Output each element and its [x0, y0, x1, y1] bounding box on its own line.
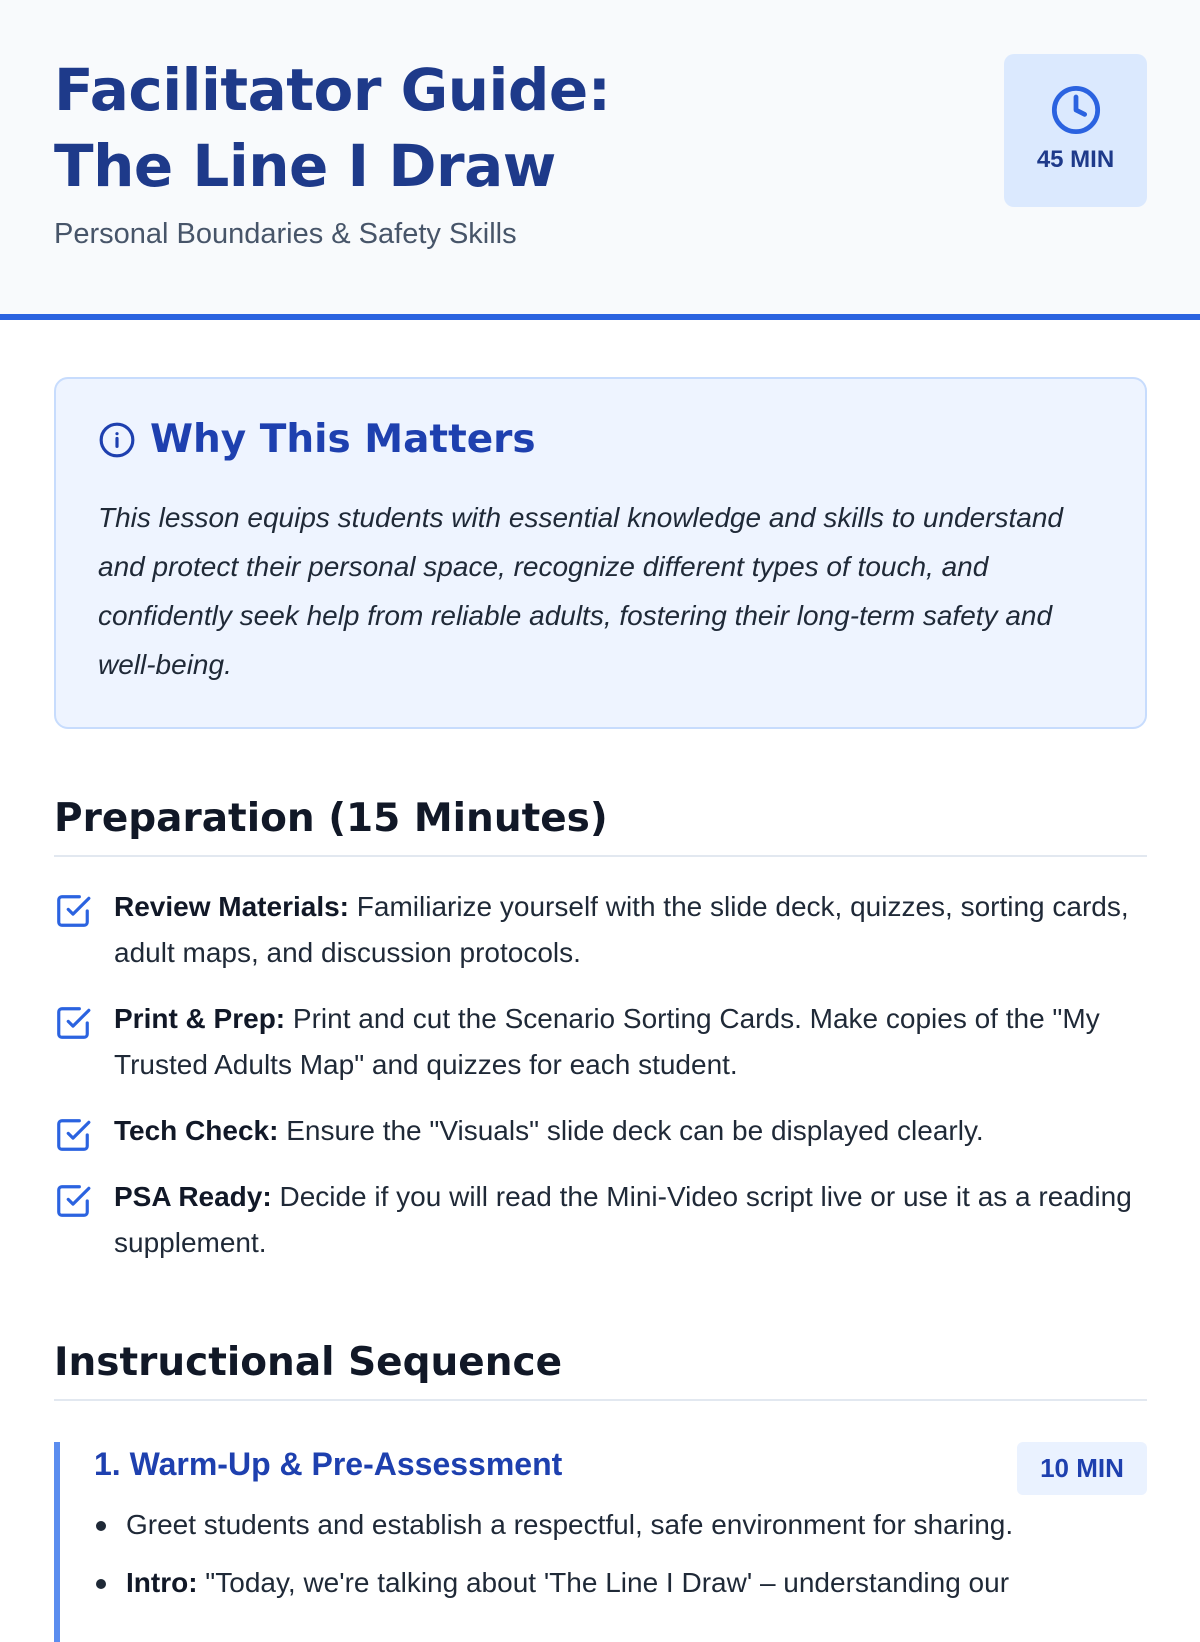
checklist-item-text: Ensure the "Visuals" slide deck can be displayed clearly. — [278, 1115, 984, 1146]
checklist-item-label: Tech Check: — [114, 1115, 279, 1146]
checklist-item-text: Familiarize yourself with the slide deck, quizzes, sorting cards, adult maps, and discussion protocols. — [114, 891, 1129, 968]
why-this-matters-callout — [54, 377, 1147, 729]
title-line-2: The Line I Draw — [54, 132, 556, 200]
checklist-item-label: Review Materials: — [114, 891, 349, 922]
checklist-item-label: Print & Prep: — [114, 1003, 286, 1034]
phase-bullet-text: "Today, we're talking about 'The Line I Draw' – understanding our — [197, 1567, 1010, 1598]
preparation-heading: Preparation (15 Minutes) — [54, 796, 1147, 857]
info-icon — [98, 421, 136, 459]
page-header — [0, 0, 1200, 320]
page-subtitle: Personal Boundaries & Safety Skills — [54, 218, 517, 250]
checkbox-checked-icon — [54, 892, 92, 930]
title-line-1: Facilitator Guide: — [54, 56, 611, 124]
page-title — [54, 52, 610, 204]
phase-bullet — [94, 1502, 1134, 1548]
checklist-item-label: PSA Ready: — [114, 1181, 272, 1212]
checklist-item-text: Decide if you will read the Mini-Video script live or use it as a reading supplement. — [114, 1181, 1132, 1258]
clock-icon — [1050, 84, 1102, 136]
duration-badge — [1004, 54, 1147, 207]
phase-bullet-list — [94, 1502, 1134, 1618]
phase-bullet-text: Greet students and establish a respectful, safe environment for sharing. — [126, 1509, 1014, 1540]
phase-title: 1. Warm-Up & Pre-Assessment — [94, 1446, 563, 1482]
checkbox-checked-icon — [54, 1004, 92, 1042]
phase-card — [54, 1442, 1147, 1642]
phase-bullet — [94, 1560, 1134, 1606]
callout-body: This lesson equips students with essential knowledge and skills to understand and protect their personal space, recognize different types of touch, and confidently seek help from reliable adults, fostering their long-term safety and well-being. — [98, 502, 1064, 680]
checklist-item — [54, 996, 1147, 1088]
callout-header — [98, 417, 536, 462]
checkbox-checked-icon — [54, 1116, 92, 1154]
checkbox-checked-icon — [54, 1182, 92, 1220]
phase-bullet-label: Intro: — [126, 1567, 198, 1598]
duration-label: 45 MIN — [1036, 146, 1115, 173]
checklist-item — [54, 1108, 1147, 1154]
instructional-sequence-heading: Instructional Sequence — [54, 1340, 1147, 1401]
checklist-item-text: Print and cut the Scenario Sorting Cards. Make copies of the "My Trusted Adults Map" and quizzes for each student. — [114, 1003, 1100, 1080]
checklist-item — [54, 1174, 1147, 1266]
callout-title: Why This Matters — [150, 417, 536, 462]
preparation-checklist — [54, 884, 1147, 1286]
checklist-item — [54, 884, 1147, 976]
phase-duration-badge: 10 MIN — [1017, 1442, 1147, 1495]
